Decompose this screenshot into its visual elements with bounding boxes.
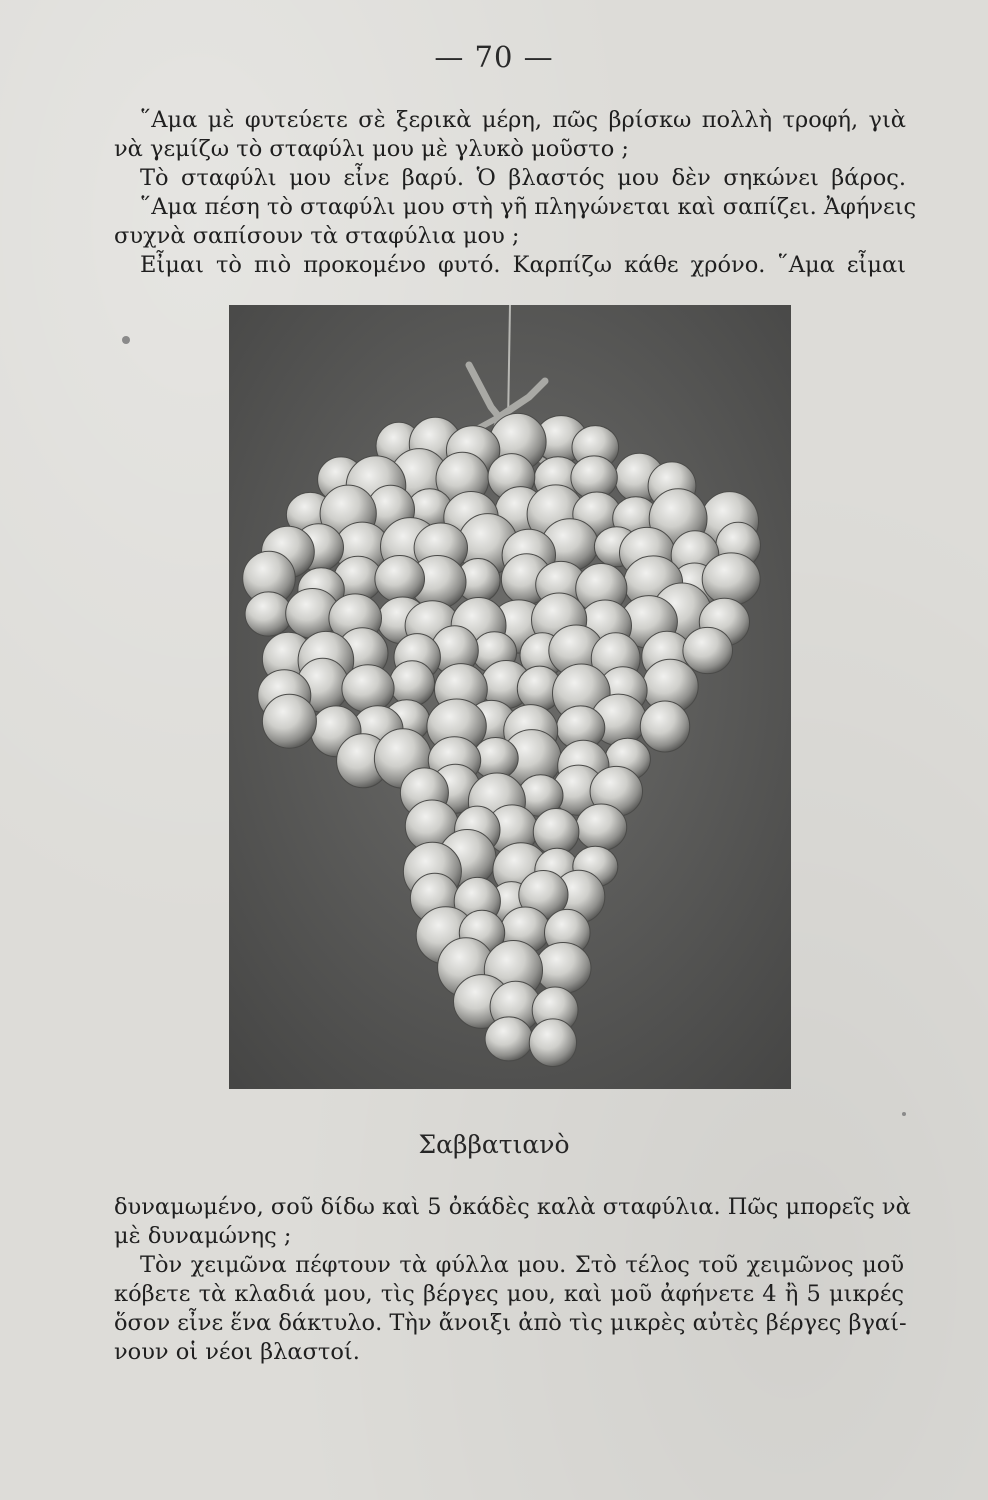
text-line: Εἶμαι τὸ πιὸ προκομένο φυτό. Καρπίζω κάθε χρόνο. ῞Αμα εἶμαι (140, 252, 906, 278)
grape-berry (529, 1019, 576, 1067)
print-speck (122, 336, 130, 344)
figure-caption: Σαββατιανὸ (418, 1130, 570, 1159)
grape-berry (245, 592, 292, 636)
text-line: μὲ δυναμώνης ; (114, 1223, 292, 1249)
grape-berry (576, 804, 627, 851)
text-line: Τὸ σταφύλι μου εἶνε βαρύ. Ὁ βλαστός μου δὲν σηκώνει βάρος. (140, 165, 906, 191)
text-line: Τὸν χειμῶνα πέφτουν τὰ φύλλα μου. Στὸ τέλος τοῦ χειμῶνος μοῦ (140, 1252, 904, 1278)
top-paragraph (114, 106, 917, 280)
grape-berry (262, 694, 316, 748)
grape-berry (683, 627, 733, 673)
page-number: — 70 — (434, 40, 554, 74)
grape-berry (375, 556, 425, 603)
text-line: νὰ γεμίζω τὸ σταφύλι μου μὲ γλυκὸ μοῦστο ; (114, 136, 630, 162)
grape-berry (702, 553, 760, 605)
grape-berry (342, 665, 394, 713)
grape-berry (390, 661, 435, 706)
text-line: συχνὰ σαπίσουν τὰ σταφύλια μου ; (114, 223, 520, 249)
print-speck (902, 1112, 906, 1116)
grape-bunch-photo (229, 305, 791, 1089)
text-line: ὅσον εἶνε ἕνα δάκτυλο. Τὴν ἄνοιξι ἀπὸ τὶς μικρὲς αὐτὲς βέργες βγαί- (114, 1310, 907, 1336)
grape-berry (640, 701, 689, 752)
text-line: νουν οἱ νέοι βλαστοί. (114, 1339, 360, 1365)
text-line: δυναμωμένο, σοῦ δίδω καὶ 5 ὀκάδὲς καλὰ σταφύλια. Πῶς μπορεῖς νὰ (114, 1194, 911, 1220)
bottom-paragraph (114, 1193, 911, 1367)
grape-berry (485, 1017, 533, 1061)
grape-berry (535, 943, 591, 994)
text-line: ῞Αμα μὲ φυτεύετε σὲ ξερικὰ μέρη, πῶς βρίσκω πολλὴ τροφή, γιὰ (140, 107, 906, 133)
text-line: κόβετε τὰ κλαδιά μου, τὶς βέργες μου, καὶ μοῦ ἀφήνετε 4 ἢ 5 μικρές (114, 1281, 904, 1307)
text-line: ῞Αμα πέση τὸ σταφύλι μου στὴ γῆ πληγώνεται καὶ σαπίζει. Ἀφήνεις (140, 194, 917, 220)
